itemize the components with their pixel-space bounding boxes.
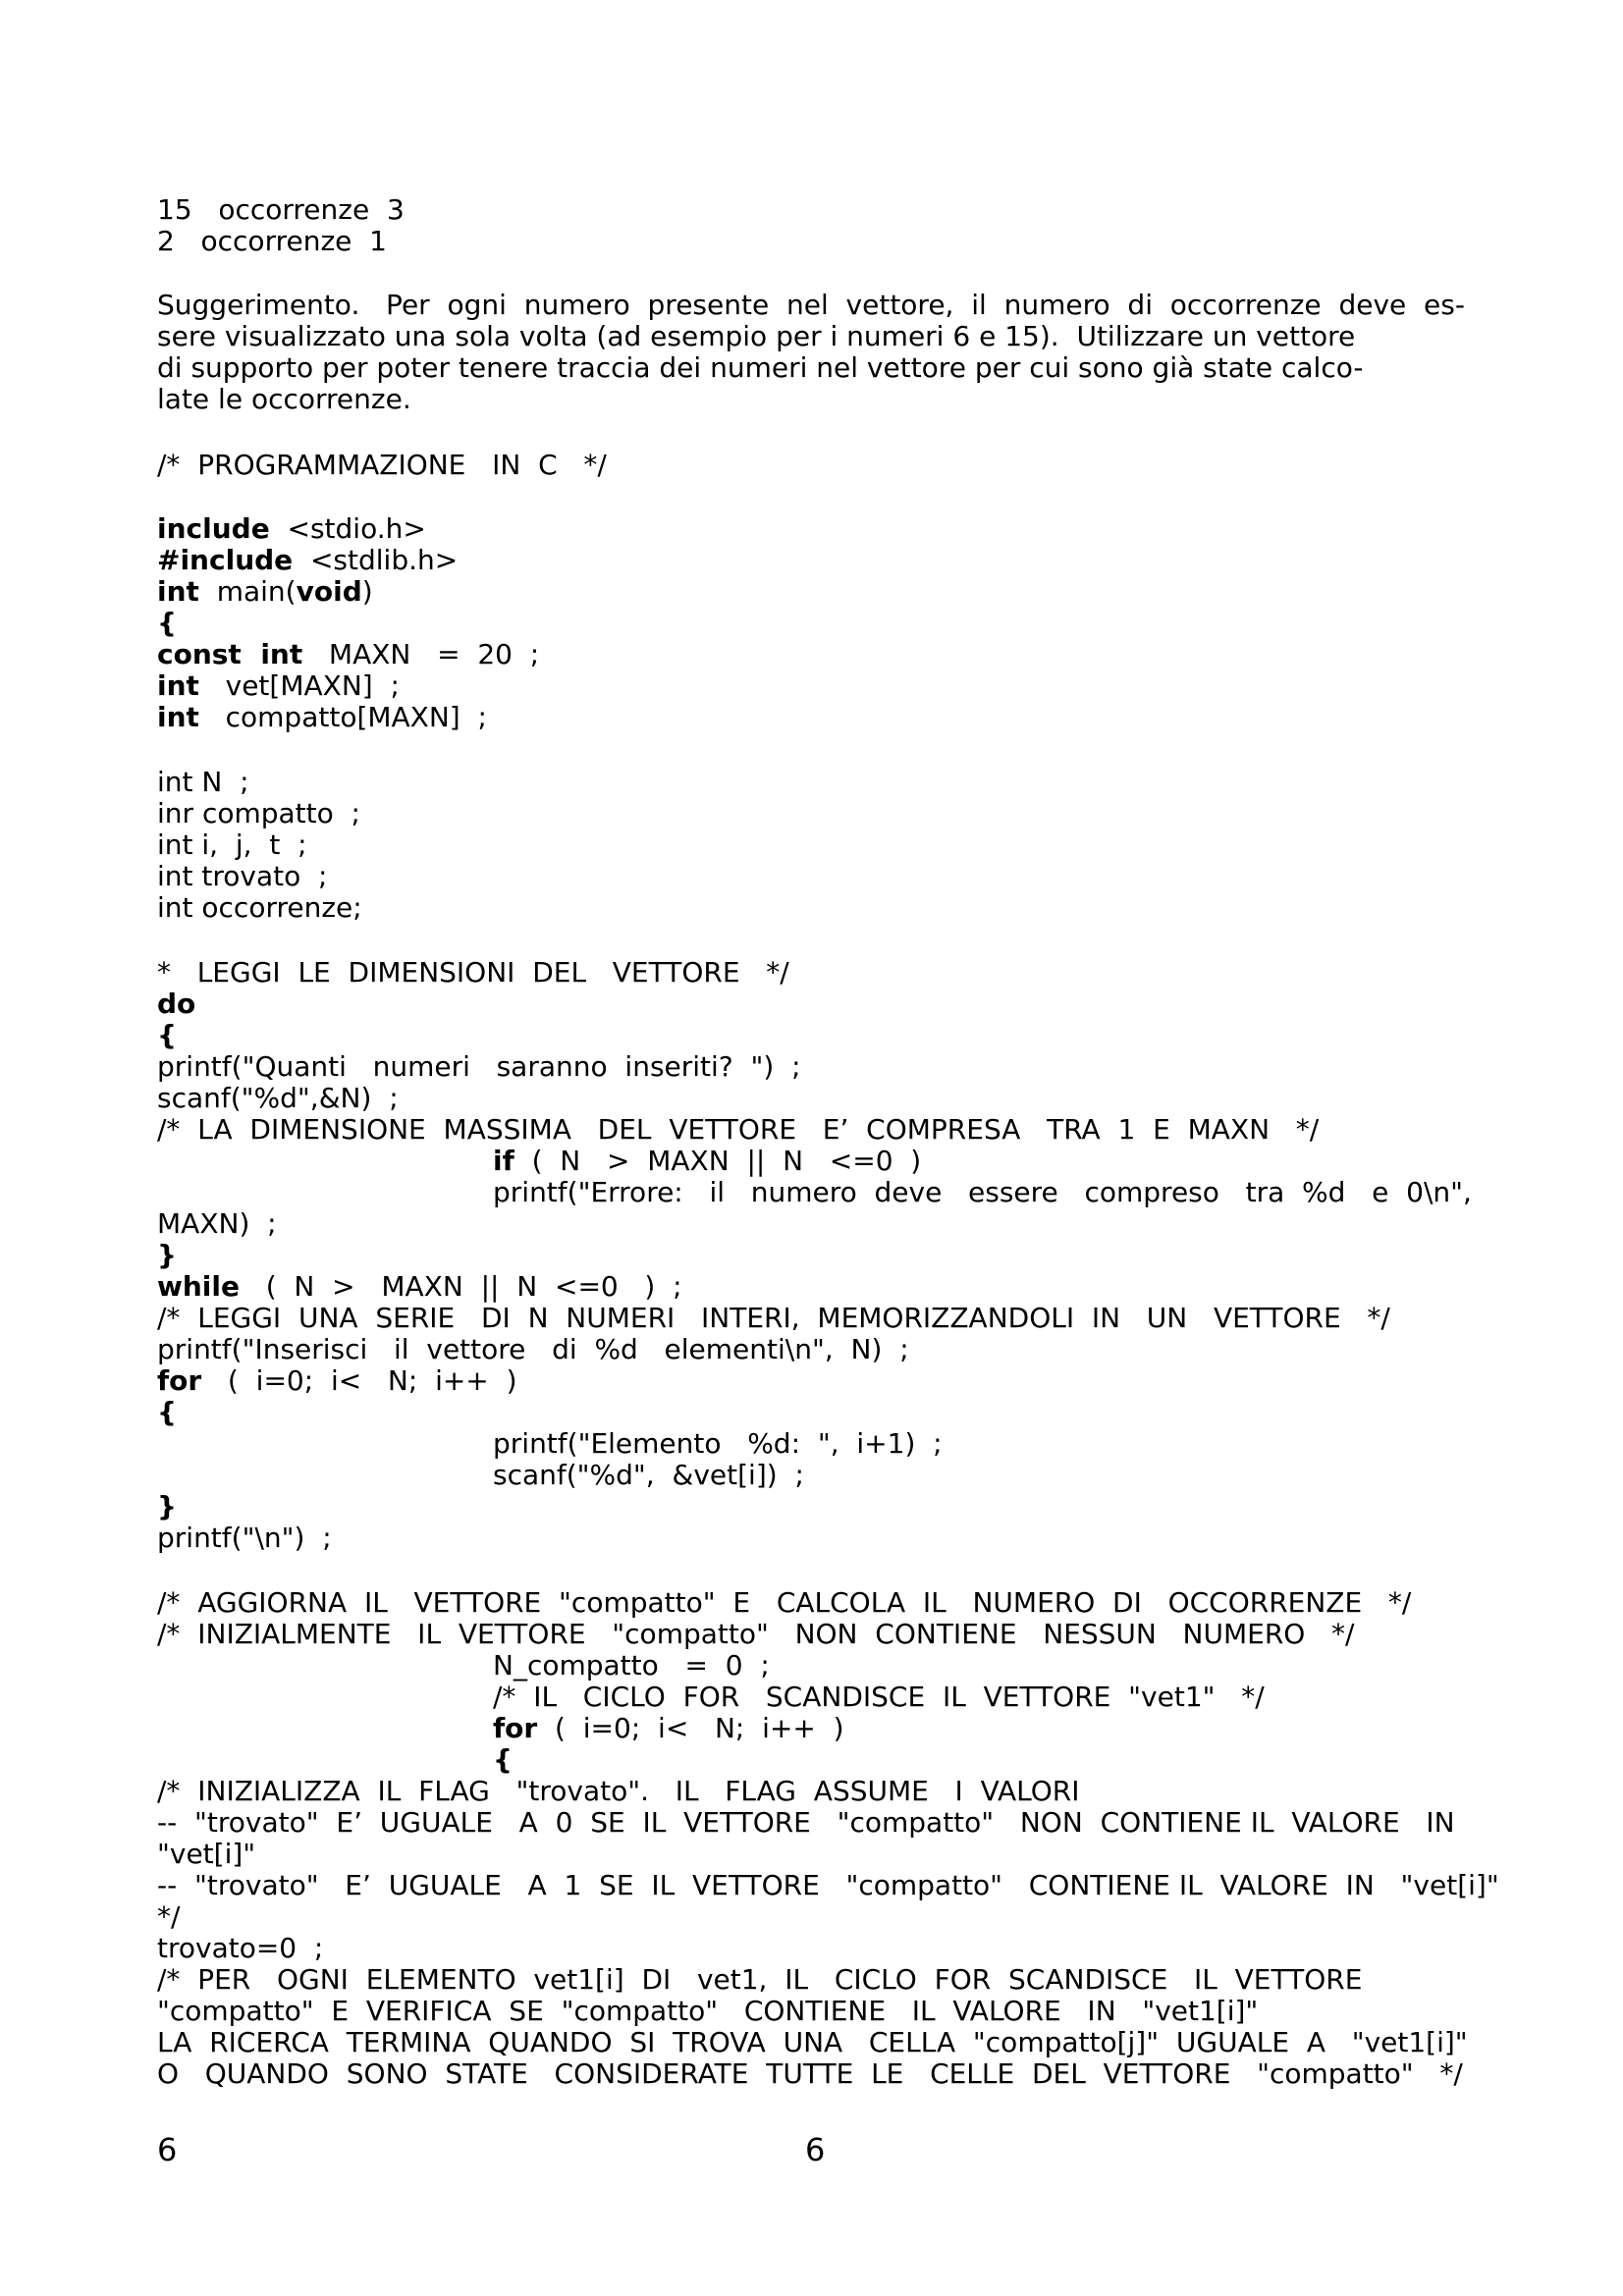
code-text: ( N > MAXN || N <=0 ) ;	[240, 1270, 682, 1303]
code-line	[493, 1713, 844, 1744]
code-line	[157, 670, 400, 702]
hint-line: sere visualizzato una sola volta (ad esempio per i numeri 6 e 15). Utilizzare un vettore	[157, 320, 1356, 352]
code-line: N_compatto = 0 ;	[493, 1649, 770, 1682]
code-comment: /* PER OGNI ELEMENTO vet1[i] DI vet1, IL CICLO FOR SCANDISCE IL VETTORE	[157, 1963, 1363, 1996]
code-comment: /* IL CICLO FOR SCANDISCE IL VETTORE "vet1" */	[493, 1681, 1265, 1713]
code-text: compatto[MAXN] ;	[198, 701, 487, 733]
code-keyword: include	[157, 512, 270, 545]
code-text: MAXN = 20 ;	[302, 638, 540, 670]
code-keyword: if	[493, 1145, 514, 1177]
page-number-center: 6	[805, 2131, 826, 2168]
code-keyword: void	[296, 575, 362, 608]
page-number-left: 6	[157, 2131, 178, 2168]
code-line	[157, 1271, 682, 1303]
code-keyword: do	[157, 988, 196, 1020]
code-keyword: int	[157, 701, 199, 733]
code-text: ( i=0; i< N; i++ )	[201, 1364, 517, 1397]
code-line: printf("Inserisci il vettore di %d elementi\n", N) ;	[157, 1333, 909, 1365]
code-comment: -- "trovato" E’ UGUALE A 0 SE IL VETTORE "compatto" NON CONTIENE IL VALORE IN	[157, 1806, 1455, 1839]
code-comment: /* PROGRAMMAZIONE IN C */	[157, 449, 607, 481]
code-line: printf("Quanti numeri saranno inseriti? ") ;	[157, 1050, 801, 1083]
hint-line: late le occorrenze.	[157, 383, 411, 415]
code-brace: {	[493, 1743, 513, 1776]
code-comment: * LEGGI LE DIMENSIONI DEL VETTORE */	[157, 956, 789, 988]
code-line: printf("Errore: il numero deve essere compreso tra %d e 0\n",	[493, 1176, 1472, 1208]
code-text: <stdio.h>	[269, 512, 426, 545]
code-brace: }	[157, 1490, 177, 1522]
code-text: vet[MAXN] ;	[198, 669, 400, 702]
code-brace: }	[157, 1239, 177, 1271]
code-line	[157, 639, 539, 670]
code-comment: /* AGGIORNA IL VETTORE "compatto" E CALCOLA IL NUMERO DI OCCORRENZE */	[157, 1586, 1412, 1619]
occurrence-line: 2 occorrenze 1	[157, 225, 387, 257]
code-keyword: while	[157, 1270, 240, 1303]
code-text: main(	[198, 575, 297, 608]
code-text: )	[361, 575, 373, 608]
code-comment: /* INIZIALIZZA IL FLAG "trovato". IL FLAG ASSUME I VALORI	[157, 1775, 1080, 1807]
code-comment: O QUANDO SONO STATE CONSIDERATE TUTTE LE CELLE DEL VETTORE "compatto" */	[157, 2057, 1463, 2090]
code-keyword: const int	[157, 638, 303, 670]
code-keyword: int	[157, 575, 199, 608]
code-line	[157, 513, 426, 545]
code-line: trovato=0 ;	[157, 1932, 324, 1964]
code-line: scanf("%d",&N) ;	[157, 1082, 399, 1114]
hint-line: di supporto per poter tenere traccia dei numeri nel vettore per cui sono già state calco-	[157, 351, 1364, 384]
code-comment: */	[157, 1900, 181, 1933]
code-line: int trovato ;	[157, 860, 328, 892]
code-line: printf("Elemento %d: ", i+1) ;	[493, 1427, 943, 1460]
occurrence-line: 15 occorrenze 3	[157, 193, 405, 226]
code-comment: /* LA DIMENSIONE MASSIMA DEL VETTORE E’ COMPRESA TRA 1 E MAXN */	[157, 1113, 1320, 1146]
code-brace: {	[157, 1019, 177, 1051]
hint-line: Suggerimento. Per ogni numero presente nel vettore, il numero di occorrenze deve es-	[157, 289, 1465, 321]
code-brace: {	[157, 1396, 177, 1428]
code-comment: -- "trovato" E’ UGUALE A 1 SE IL VETTORE "compatto" CONTIENE IL VALORE IN "vet[i]"	[157, 1869, 1499, 1901]
code-line	[157, 576, 373, 608]
code-line	[157, 545, 458, 576]
code-line	[157, 702, 487, 733]
code-line: MAXN) ;	[157, 1207, 277, 1240]
code-comment: "compatto" E VERIFICA SE "compatto" CONTIENE IL VALORE IN "vet1[i]"	[157, 1995, 1259, 2027]
code-comment: /* LEGGI UNA SERIE DI N NUMERI INTERI, MEMORIZZANDOLI IN UN VETTORE */	[157, 1302, 1390, 1334]
code-text: ( i=0; i< N; i++ )	[537, 1712, 844, 1744]
code-text: <stdlib.h>	[293, 544, 459, 576]
code-comment: "vet[i]"	[157, 1838, 256, 1870]
code-line: int occorrenze;	[157, 891, 362, 924]
code-keyword: #include	[157, 544, 294, 576]
code-line	[493, 1146, 921, 1177]
code-line: int i, j, t ;	[157, 828, 307, 861]
code-line: scanf("%d", &vet[i]) ;	[493, 1459, 804, 1491]
code-line: printf("\n") ;	[157, 1522, 332, 1554]
code-comment: /* INIZIALMENTE IL VETTORE "compatto" NON CONTIENE NESSUN NUMERO */	[157, 1618, 1355, 1650]
code-line: int N ;	[157, 766, 249, 798]
code-line	[157, 1365, 517, 1397]
code-keyword: int	[157, 669, 199, 702]
code-line: inr compatto ;	[157, 797, 360, 829]
code-comment: LA RICERCA TERMINA QUANDO SI TROVA UNA CELLA "compatto[j]" UGUALE A "vet1[i]"	[157, 2026, 1468, 2058]
code-keyword: for	[493, 1712, 538, 1744]
code-brace: {	[157, 607, 177, 639]
code-text: ( N > MAXN || N <=0 )	[514, 1145, 922, 1177]
code-keyword: for	[157, 1364, 202, 1397]
